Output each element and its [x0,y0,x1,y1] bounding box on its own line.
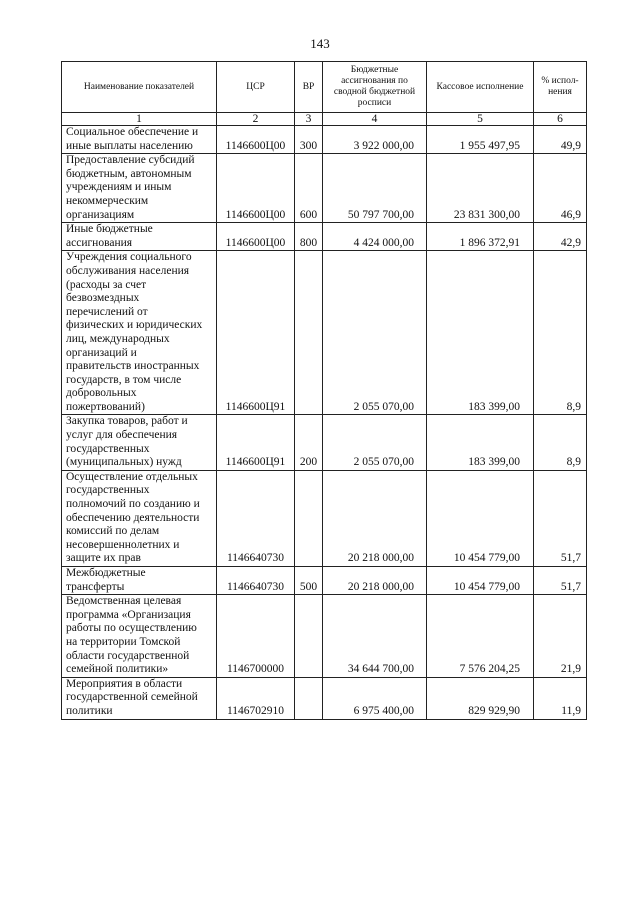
row-budget: 6 975 400,00 [323,677,427,719]
row-name: Ведомственная целевая программа «Организация работы по осуществлению на территории Томской области государственной семейной политики» [62,595,217,678]
column-number: 4 [323,113,427,126]
row-vr [295,470,323,566]
row-csr: 1146600Ц91 [217,415,295,470]
table-row [62,154,587,223]
row-name: Межбюджетные трансферты [62,567,217,595]
header-pct: % испол-нения [534,62,587,113]
table-row [62,126,587,154]
row-budget: 20 218 000,00 [323,470,427,566]
row-budget: 20 218 000,00 [323,567,427,595]
column-number: 5 [427,113,534,126]
row-pct: 8,9 [534,415,587,470]
row-vr: 500 [295,567,323,595]
table-row [62,470,587,566]
row-cash: 23 831 300,00 [427,154,534,223]
row-pct: 46,9 [534,154,587,223]
row-budget: 34 644 700,00 [323,595,427,678]
column-number: 2 [217,113,295,126]
row-vr: 800 [295,223,323,251]
row-cash: 1 955 497,95 [427,126,534,154]
row-pct: 42,9 [534,223,587,251]
column-number: 1 [62,113,217,126]
table-row [62,415,587,470]
row-budget: 50 797 700,00 [323,154,427,223]
header-name: Наименование показателей [62,62,217,113]
row-pct: 51,7 [534,470,587,566]
row-name: Учреждения социального обслуживания населения (расходы за счет безвозмездных перечислений от физических и юридических лиц, международных организаций и правительств иностранных государств, в том числе добровольных пожертвований) [62,251,217,415]
table-row [62,677,587,719]
row-name: Осуществление отдельных государственных полномочий по созданию и обеспечению деятельности комиссий по делам несовершеннолетних и защите их прав [62,470,217,566]
row-name: Мероприятия в области государственной семейной политики [62,677,217,719]
row-pct: 49,9 [534,126,587,154]
row-cash: 10 454 779,00 [427,567,534,595]
row-vr [295,677,323,719]
column-number-row [62,113,587,126]
row-vr: 600 [295,154,323,223]
table-header-row [62,62,587,113]
row-cash: 10 454 779,00 [427,470,534,566]
row-vr [295,251,323,415]
row-vr [295,595,323,678]
row-budget: 2 055 070,00 [323,251,427,415]
table-row [62,251,587,415]
table-row [62,595,587,678]
row-csr: 1146600Ц00 [217,223,295,251]
header-vr: ВР [295,62,323,113]
row-name: Закупка товаров, работ и услуг для обеспечения государственных (муниципальных) нужд [62,415,217,470]
budget-execution-table [61,61,587,720]
page-number: 143 [310,36,330,51]
row-cash: 7 576 204,25 [427,595,534,678]
row-csr: 1146640730 [217,470,295,566]
table-row [62,567,587,595]
row-vr: 200 [295,415,323,470]
row-name: Иные бюджетные ассигнования [62,223,217,251]
row-csr: 1146600Ц91 [217,251,295,415]
header-cash: Кассовое исполнение [427,62,534,113]
row-cash: 183 399,00 [427,251,534,415]
row-csr: 1146600Ц00 [217,154,295,223]
header-csr: ЦСР [217,62,295,113]
column-number: 6 [534,113,587,126]
row-pct: 51,7 [534,567,587,595]
table-row [62,223,587,251]
row-pct: 8,9 [534,251,587,415]
row-cash: 829 929,90 [427,677,534,719]
row-csr: 1146600Ц00 [217,126,295,154]
row-budget: 2 055 070,00 [323,415,427,470]
row-budget: 3 922 000,00 [323,126,427,154]
header-budget: Бюджетные ассигнования по сводной бюджетной росписи [323,62,427,113]
row-csr: 1146702910 [217,677,295,719]
row-csr: 1146700000 [217,595,295,678]
row-pct: 11,9 [534,677,587,719]
row-name: Социальное обеспечение и иные выплаты населению [62,126,217,154]
row-pct: 21,9 [534,595,587,678]
row-vr: 300 [295,126,323,154]
row-cash: 1 896 372,91 [427,223,534,251]
row-csr: 1146640730 [217,567,295,595]
row-name: Предоставление субсидий бюджетным, автономным учреждениям и иным некоммерческим организациям [62,154,217,223]
column-number: 3 [295,113,323,126]
row-budget: 4 424 000,00 [323,223,427,251]
row-cash: 183 399,00 [427,415,534,470]
